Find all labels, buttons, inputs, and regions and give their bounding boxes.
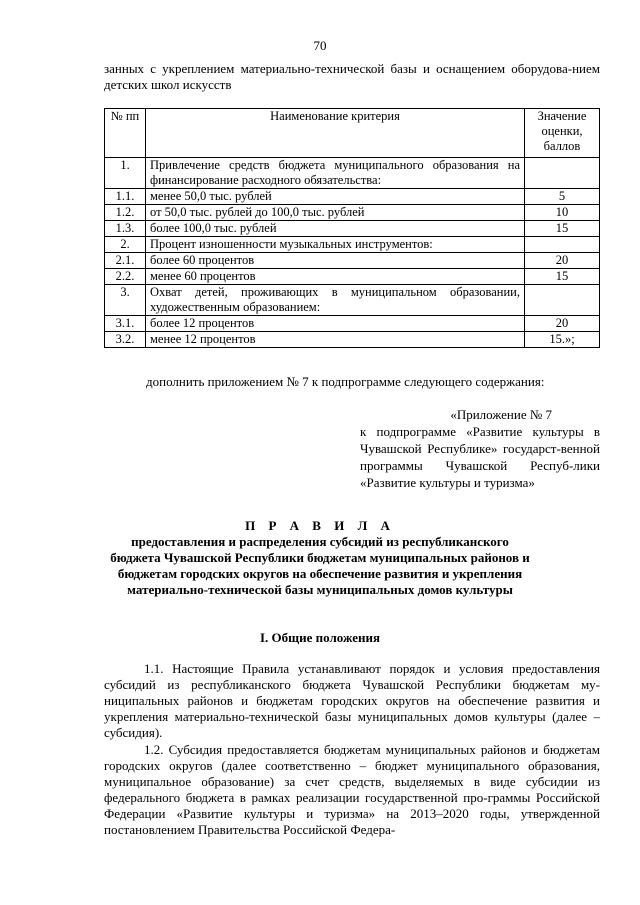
paragraph-1-2 [104, 742, 600, 838]
intro-text: занных с укреплением материально-технической базы и оснащением оборудова-нием детских школ искусств [104, 61, 600, 92]
row-value [525, 285, 600, 316]
header-value: Значение оценки, баллов [525, 109, 600, 158]
paragraph-text: 1.1. Настоящие Правила устанавливают порядок и условия предоставления субсидий из республиканского бюджета Чувашской Республики бюджетам му-ниципальных районов и бюджетам городских округов на обеспечение развития и укрепления материально-технической базы муниципальных домов культуры (далее – субсидия). [104, 661, 600, 740]
row-value: 15.»; [525, 332, 600, 348]
row-num: 2.1. [105, 253, 146, 269]
supplement-text: дополнить приложением № 7 к подпрограмме следующего содержания: [146, 374, 545, 389]
row-name: менее 12 процентов [146, 332, 525, 348]
row-num: 2.2. [105, 269, 146, 285]
row-value [525, 237, 600, 253]
table-row [105, 253, 600, 269]
table-header-row [105, 109, 600, 158]
row-name: Привлечение средств бюджета муниципального образования на финансирование расходного обязательства: [146, 158, 525, 189]
row-num: 3.1. [105, 316, 146, 332]
table-row [105, 221, 600, 237]
row-name: менее 60 процентов [146, 269, 525, 285]
table-row [105, 269, 600, 285]
row-name: от 50,0 тыс. рублей до 100,0 тыс. рублей [146, 205, 525, 221]
paragraph-text: 1.2. Субсидия предоставляется бюджетам муниципальных районов и бюджетам городских округов (далее соответственно – бюджет муниципального образования, муниципальное образование) за счет средств, выделяемых в виде субсидии из федерального бюджета в рамках реализации государственной про-граммы Российской Федерации «Развитие культуры и туризма» на 2013–2020 годы, утвержденной постановлением Правительства Российской Федера- [104, 742, 600, 837]
row-num: 3. [105, 285, 146, 316]
row-value: 5 [525, 189, 600, 205]
row-name: более 12 процентов [146, 316, 525, 332]
row-value [525, 158, 600, 189]
table-row [105, 285, 600, 316]
criteria-table [104, 108, 600, 348]
row-num: 2. [105, 237, 146, 253]
rules-subtitle: предоставления и распределения субсидий из республиканского бюджета Чувашской Республики бюджетам муниципальных районов и бюджетам городских округов на обеспечение развития и укрепления материально-технической базы муниципальных домов культуры [110, 534, 530, 597]
row-name: Процент изношенности музыкальных инструментов: [146, 237, 525, 253]
row-num: 3.2. [105, 332, 146, 348]
table-row [105, 237, 600, 253]
table-row [105, 205, 600, 221]
table-row [105, 189, 600, 205]
row-num: 1.3. [105, 221, 146, 237]
table-row [105, 158, 600, 189]
row-name: более 100,0 тыс. рублей [146, 221, 525, 237]
row-value: 20 [525, 253, 600, 269]
paragraph-1-1 [104, 661, 600, 741]
section-heading: I. Общие положения [260, 630, 380, 645]
rules-title: П Р А В И Л А [245, 518, 395, 533]
row-num: 1.1. [105, 189, 146, 205]
appendix-title: «Приложение № 7 [450, 407, 552, 422]
row-value: 15 [525, 269, 600, 285]
row-value: 15 [525, 221, 600, 237]
row-name: более 60 процентов [146, 253, 525, 269]
row-name: менее 50,0 тыс. рублей [146, 189, 525, 205]
table-row [105, 332, 600, 348]
header-num: № пп [105, 109, 146, 158]
row-value: 20 [525, 316, 600, 332]
row-name: Охват детей, проживающих в муниципальном образовании, художественным образованием: [146, 285, 525, 316]
header-name: Наименование критерия [146, 109, 525, 158]
row-value: 10 [525, 205, 600, 221]
appendix-body: к подпрограмме «Развитие культуры в Чувашской Республике» государст-венной программы Чувашской Респуб-лики «Развитие культуры и туризма» [360, 424, 600, 490]
appendix-block [352, 406, 600, 491]
row-num: 1. [105, 158, 146, 189]
row-num: 1.2. [105, 205, 146, 221]
page-number: 70 [313, 38, 327, 53]
table-row [105, 316, 600, 332]
